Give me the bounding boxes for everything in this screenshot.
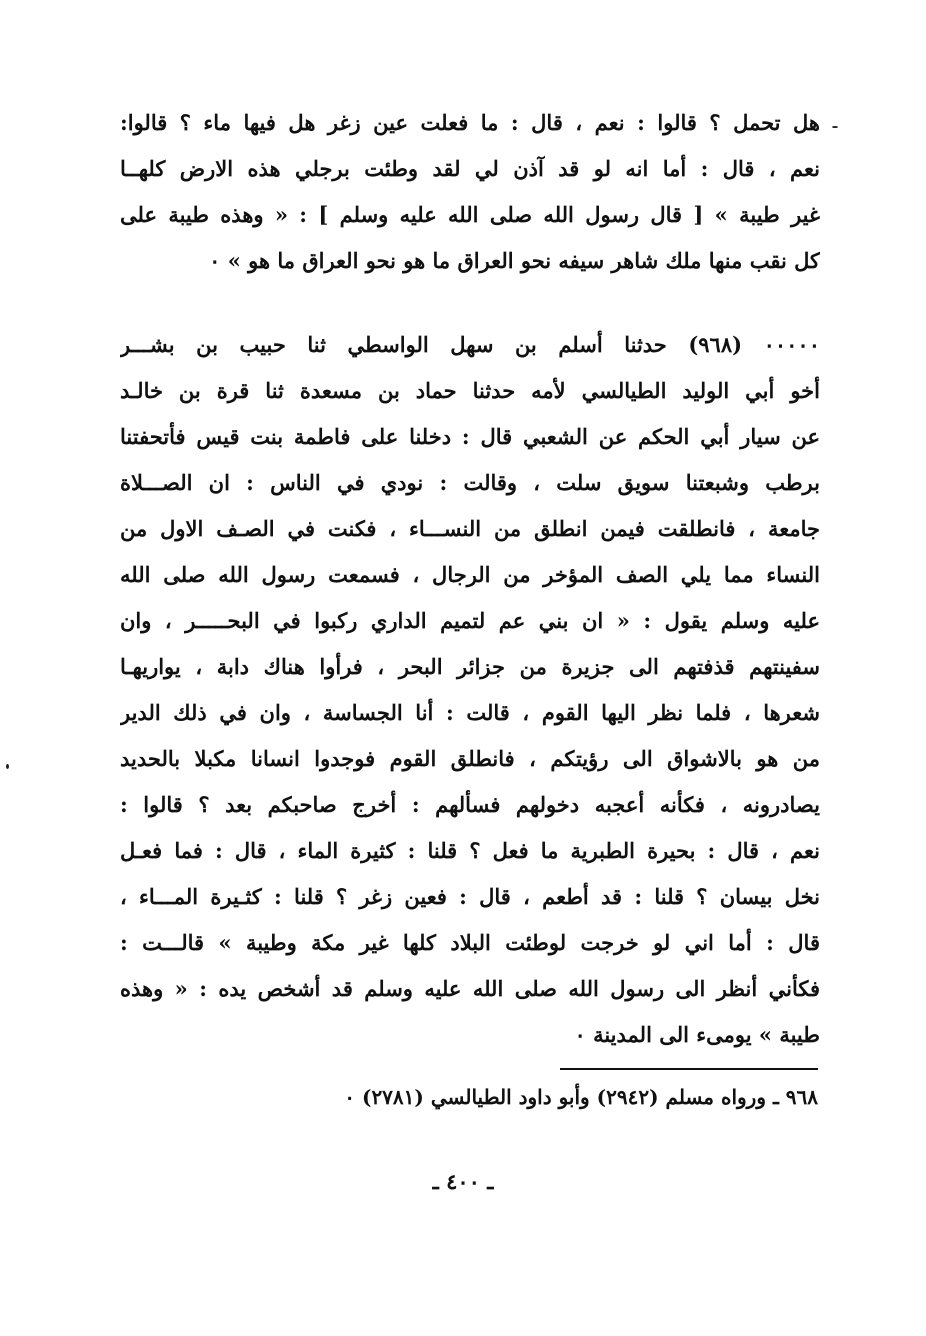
- text-line: ٠٠٠٠٠ (٩٦٨) حدثنا أسلم بن سهل الواسطي ثنا حبيب بن بشـــر: [120, 332, 820, 357]
- paragraph-hadith-968: [120, 322, 820, 1058]
- text-line: جامعة ، فانطلقت فيمن انطلق من النســـاء ، فكنت في الصـف الاول من: [120, 516, 820, 541]
- text-line: نعم ، قال : بحيرة الطبرية ما فعل ؟ قلنا : كثيرة الماء ، قال : فما فعـل: [120, 838, 820, 863]
- scan-mark: [6, 764, 9, 769]
- text-line: نعم ، قال : أما انه لو قد آذن لي لقد وطئت برجلي هذه الارض كلهــا: [120, 156, 820, 181]
- text-line: نخل بيسان ؟ قلنا : قد أطعم ، قال : فعين زغر ؟ قلنا : كثـيرة المـــاء ،: [120, 884, 820, 909]
- text-line: من هو بالاشواق الى رؤيتكم ، فانطلق القوم فوجدوا انسانا مكبلا بالحديد: [120, 746, 820, 771]
- text-line: يصادرونه ، فكأنه أعجبه دخولهم فسألهم : أخرج صاحبكم بعد ؟ قالوا :: [120, 792, 820, 817]
- text-line: هل تحمل ؟ قالوا : نعم ، قال : ما فعلت عين زغر هل فيها ماء ؟ قالوا:: [120, 110, 820, 135]
- paragraph-continuation: [120, 100, 820, 284]
- text-line: غير طيبة » [ قال رسول الله صلى الله عليه وسلم ] : « وهذه طيبة على: [120, 202, 820, 227]
- text-line: سفينتهم قذفتهم الى جزيرة من جزائر البحر ، فرأوا هناك دابة ، يواريهـا: [120, 654, 820, 679]
- text-line: عن سيار أبي الحكم عن الشعبي قال : دخلنا على فاطمة بنت قيس فأتحفتنا: [120, 424, 820, 449]
- text-line: أخو أبي الوليد الطيالسي لأمه حدثنا حماد بن مسعدة ثنا قرة بن خالـد: [120, 378, 820, 403]
- text-line: قال : أما اني لو خرجت لوطئت البلاد كلها غير مكة وطيبة » قالـــت :: [120, 930, 820, 955]
- text-line: فكأني أنظر الى رسول الله صلى الله عليه وسلم قد أشخص يده : « وهذه: [120, 976, 820, 1001]
- text-line: شعرها ، فلما نظر اليها القوم ، قالت : أنا الجساسة ، وان في ذلك الدير: [120, 700, 820, 725]
- text-line: طيبة » يومىء الى المدينة ٠: [574, 1022, 820, 1047]
- page-number: ـ ٤٠٠ ـ: [432, 1169, 494, 1194]
- text-line: كل نقب منها ملك شاهر سيفه نحو العراق ما هو نحو العراق ما هو » ٠: [209, 248, 820, 273]
- footnote: ٩٦٨ ـ ورواه مسلم (٢٩٤٢) وأبو داود الطيالسي (٢٧٨١) ٠: [344, 1085, 818, 1109]
- text-line: برطب وشبعتنا سويق سلت ، وقالت : نودي في الناس : ان الصـــلاة: [120, 470, 820, 495]
- text-line: عليه وسلم يقول : « ان بني عم لتميم الداري ركبوا في البحـــــر ، وان: [120, 608, 820, 633]
- text-line: النساء مما يلي الصف المؤخر من الرجال ، فسمعت رسول الله صلى الله: [120, 562, 820, 587]
- scan-mark: [832, 126, 838, 128]
- footnote-divider: [560, 1068, 818, 1070]
